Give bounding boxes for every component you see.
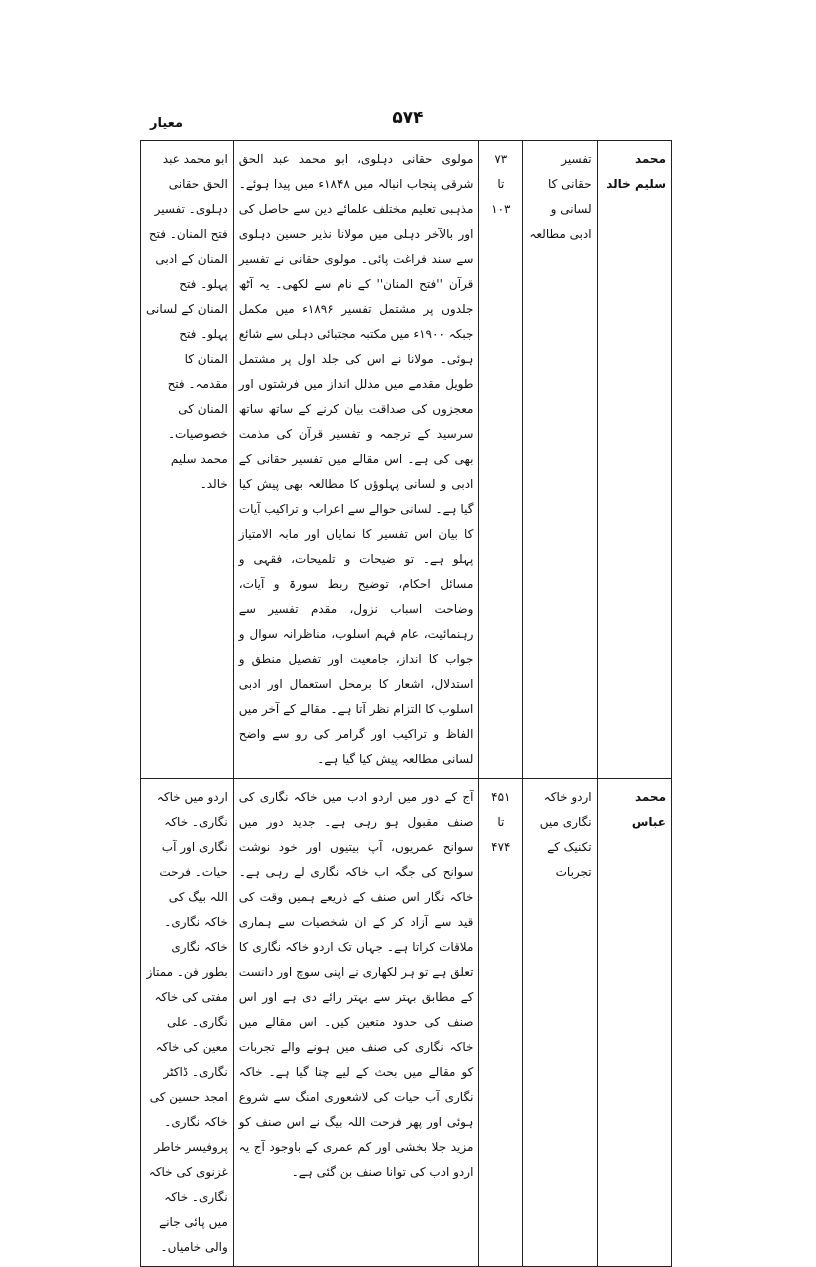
journal-name: معیار: [150, 116, 184, 131]
summary-cell: آج کے دور میں اردو ادب میں خاکہ نگاری کی صنف مقبول ہو رہی ہے۔ جدید دور میں سوانح عمریوں، آپ بیتیوں اور خود نوشت سوانح کی جگہ اب خاکہ نگاری لے رہی ہے۔ خاکہ نگار اس صنف کے ذریعے ہمیں وقت کی قید سے آزاد کر کے ان شخصیات سے ہماری ملاقات کراتا ہے۔ جہاں تک اردو خاکہ نگاری کا تعلق ہے تو ہر لکھاری نے اپنی سوچ اور دانست کے مطابق بہتر سے بہتر رائے دی ہے اور اس صنف کی حدود متعین کیں۔ اس مقالے میں خاکہ نگاری کی صنف میں ہونے والے تجربات کو مقالے میں بحث کے لیے چنا گیا ہے۔ خاکہ نگاری آب حیات کی لاشعوری امنگ سے شروع ہوئی اور پھر فرحت اللہ بیگ نے اس صنف کو مزید جلا بخشی اور کم عمری کے باوجود آج یہ اردو ادب کی توانا صنف بن گئی ہے۔: [233, 779, 479, 1267]
author-cell: محمد سلیم خالد: [597, 141, 671, 779]
page-range-separator: تا: [497, 815, 505, 829]
author-cell: محمد عباس: [597, 779, 671, 1267]
page-end: ۱۰۳: [491, 202, 511, 216]
keywords-cell: اردو میں خاکہ نگاری۔ خاکہ نگاری اور آب حیات۔ فرحت اللہ بیگ کی خاکہ نگاری۔ خاکہ نگاری بطور فن۔ ممتاز مفتی کی خاکہ نگاری۔ علی معین کی خاکہ نگاری۔ ڈاکٹر امجد حسین کی خاکہ نگاری۔ پروفیسر خاطر غزنوی کی خاکہ نگاری۔ خاکہ میں پائی جانے والی خامیاں۔: [141, 779, 234, 1267]
table-row: [141, 779, 672, 1267]
summary-cell: مولوی حقانی دہلوی، ابو محمد عبد الحق شرقی پنجاب انبالہ میں ۱۸۴۸ء میں پیدا ہوئے۔ مذہبی تعلیم مختلف علمائے دین سے حاصل کی اور بالآخر دہلی میں مولانا نذیر حسین دہلوی سے سند فراغت پائی۔ مولوی حقانی نے تفسیر قرآن ''فتح المنان'' کے نام سے لکھی۔ یہ آٹھ جلدوں پر مشتمل تفسیر ۱۸۹۶ء میں مکمل جبکہ ۱۹۰۰ء میں مکتبہ مجتبائی دہلی سے شائع ہوئی۔ مولانا نے اس کی جلد اول پر مشتمل طویل مقدمے میں مدلل انداز میں فرشتوں اور معجزوں کی صداقت بیان کرنے کے ساتھ ساتھ سرسید کے ترجمہ و تفسیر قرآن کی مذمت بھی کی ہے۔ اس مقالے میں تفسیر حقانی کے ادبی و لسانی پہلوؤں کا مطالعہ بھی پیش کیا گیا ہے۔ لسانی حوالے سے اعراب و تراکیب آیات کا بیان اس تفسیر کا نمایاں اور مابہ الامتیاز پہلو ہے۔ تو ضیحات و تلمیحات، فقہی و مسائل احکام، توضیح ربط سورۃ و آیات، وضاحت اسباب نزول، مقدم تفسیر سے رہنمائیت، عام فہم اسلوب، مناظرانہ سوال و جواب کا انداز، جامعیت اور تفصیل منطق و استدلال، اشعار کا برمحل استعمال اور ادبی اسلوب کا التزام نظر آتا ہے۔ مقالے کے آخر میں الفاظ و تراکیب اور گرامر کی رو سے واضح لسانی مطالعہ پیش کیا گیا ہے۔: [233, 141, 479, 779]
article-index-table: [140, 140, 672, 1267]
page-range-separator: تا: [497, 177, 505, 191]
page-start: ۷۳: [494, 152, 508, 166]
title-cell: اردو خاکہ نگاری میں تکنیک کے تجربات: [523, 779, 597, 1267]
pages-cell: [479, 779, 523, 1267]
page-number: ۵۷۴: [392, 108, 424, 128]
table-row: [141, 141, 672, 779]
keywords-cell: ابو محمد عبد الحق حقانی دہلوی۔ تفسیر فتح المنان۔ فتح المنان کے ادبی پہلو۔ فتح المنان کے لسانی پہلو۔ فتح المنان کا مقدمہ۔ فتح المنان کی خصوصیات۔ محمد سلیم خالد۔: [141, 141, 234, 779]
page-start: ۴۵۱: [491, 790, 511, 804]
page-end: ۴۷۴: [491, 840, 511, 854]
title-cell: تفسیر حقانی کا لسانی و ادبی مطالعہ: [523, 141, 597, 779]
pages-cell: [479, 141, 523, 779]
